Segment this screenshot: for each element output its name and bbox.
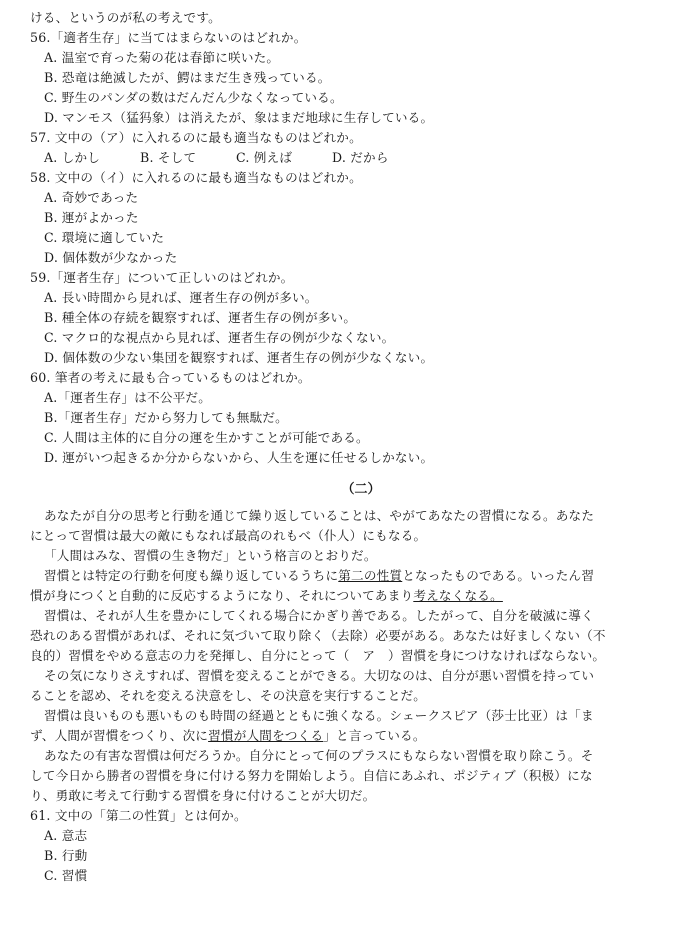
question-61: 61. 文中の「第二の性質」とは何か。 xyxy=(30,808,247,823)
option-57d: D. だから xyxy=(332,150,389,165)
option-59b: B. 種全体の存続を観察すれば、運者生存の例が多い。 xyxy=(44,310,357,325)
text-line: ける、というのが私の考えです。 xyxy=(30,10,221,25)
option-59d: D. 個体数の少ない集団を観察すれば、運者生存の例が少なくない。 xyxy=(44,350,434,365)
reading-passage xyxy=(30,506,692,806)
option-60d: D. 運がいつ起きるか分からないから、人生を運に任せるしかない。 xyxy=(44,450,434,465)
option-57a: A. しかし xyxy=(44,150,101,165)
questions-top xyxy=(30,0,692,468)
passage-line: あなたが自分の思考と行動を通じて繰り返していることは、やがてあなたの習慣になる。あなた xyxy=(44,508,595,523)
passage-line: あなたの有害な習慣は何だろうか。自分にとって何のプラスにもならない習慣を取り除こう。そ xyxy=(44,748,594,763)
underlined-phrase: 習慣が人間をつくる xyxy=(208,728,324,743)
passage-line: その気になりさえすれば、習慣を変えることができる。大切なのは、自分が悪い習慣を持ってい xyxy=(44,668,595,683)
passage-line: り、勇敢に考えて行動する習慣を身に付けることが大切だ。 xyxy=(30,788,376,803)
option-60c: C. 人間は主体的に自分の運を生かすことが可能である。 xyxy=(44,430,369,445)
question-57: 57. 文中の（ア）に入れるのに最も適当なものはどれか。 xyxy=(30,130,362,145)
passage-line xyxy=(30,566,692,586)
passage-line: 習慣は良いものも悪いものも時間の経過とともに強くなる。シェークスピア（莎士比亚）は「ま xyxy=(44,708,594,723)
passage-text: 慣が身につくと自動的に反応するようになり、それについてあまり xyxy=(30,588,414,603)
option-57c: C. 例えば xyxy=(236,150,293,165)
question-59: 59.「運者生存」について正しいのはどれか。 xyxy=(30,270,294,285)
passage-line: ることを認め、それを変える決意をし、その決意を実行することだ。 xyxy=(30,688,427,703)
option-59c: C. マクロ的な視点から見れば、運者生存の例が少なくない。 xyxy=(44,330,395,345)
option-61c: C. 習慣 xyxy=(44,868,88,883)
passage-text: 」と言っている。 xyxy=(323,728,426,743)
section-title: （二） xyxy=(341,482,381,497)
passage-line xyxy=(30,586,692,606)
passage-line: 恐れのある習慣があれば、それに気づいて取り除く（去除）必要がある。あなたは好ましくない（不 xyxy=(30,628,606,643)
passage-text: ず、人間が習慣をつくり、次に xyxy=(30,728,209,743)
questions-bottom xyxy=(30,806,692,886)
option-58d: D. 個体数が少なかった xyxy=(44,250,178,265)
option-61a: A. 意志 xyxy=(44,828,88,843)
passage-line: 良的）習慣をやめる意志の力を発揮し、自分にとって（ ア ）習慣を身につけなければならない。 xyxy=(30,648,606,663)
option-56a: A. 温室で育った菊の花は春節に咲いた。 xyxy=(44,50,280,65)
option-60b: B.「運者生存」だから努力しても無駄だ。 xyxy=(44,410,288,425)
options-57 xyxy=(30,148,692,168)
underlined-phrase-second-nature: 第二の性質 xyxy=(338,568,403,583)
passage-text: となったものである。いったん習 xyxy=(402,568,595,583)
option-58b: B. 運がよかった xyxy=(44,210,139,225)
option-56b: B. 恐竜は絶滅したが、鰐はまだ生き残っている。 xyxy=(44,70,331,85)
option-61b: B. 行動 xyxy=(44,848,88,863)
option-59a: A. 長い時間から見れば、運者生存の例が多い。 xyxy=(44,290,318,305)
option-58c: C. 環境に適していた xyxy=(44,230,165,245)
question-60: 60. 筆者の考えに最も合っているものはどれか。 xyxy=(30,370,311,385)
question-56: 56.「適者生存」に当てはまらないのはどれか。 xyxy=(30,30,307,45)
passage-text: 習慣とは特定の行動を何度も繰り返しているうちに xyxy=(44,568,339,583)
passage-line: 習慣は、それが人生を豊かにしてくれる場合にかぎり善である。したがって、自分を破滅に導く xyxy=(44,608,594,623)
option-57b: B. そして xyxy=(140,150,197,165)
passage-line: して今日から勝者の習慣を身に付ける努力を開始しよう。自信にあふれ、ポジティブ（积极）にな xyxy=(30,768,593,783)
question-58: 58. 文中の（イ）に入れるのに最も適当なものはどれか。 xyxy=(30,170,362,185)
underlined-phrase: 考えなくなる。 xyxy=(413,588,503,603)
passage-line: 「人間はみな、習慣の生き物だ」という格言のとおりだ。 xyxy=(44,548,377,563)
option-56c: C. 野生のパンダの数はだんだん少なくなっている。 xyxy=(44,90,343,105)
option-58a: A. 奇妙であった xyxy=(44,190,139,205)
passage-line: にとって習慣は最大の敵にもなれば最高のれもべ（仆人）にもなる。 xyxy=(30,528,427,543)
passage-line xyxy=(30,726,692,746)
option-56d: D. マンモス（猛犸象）は消えたが、象はまだ地球に生存している。 xyxy=(44,110,434,125)
option-60a: A.「運者生存」は不公平だ。 xyxy=(44,390,212,405)
